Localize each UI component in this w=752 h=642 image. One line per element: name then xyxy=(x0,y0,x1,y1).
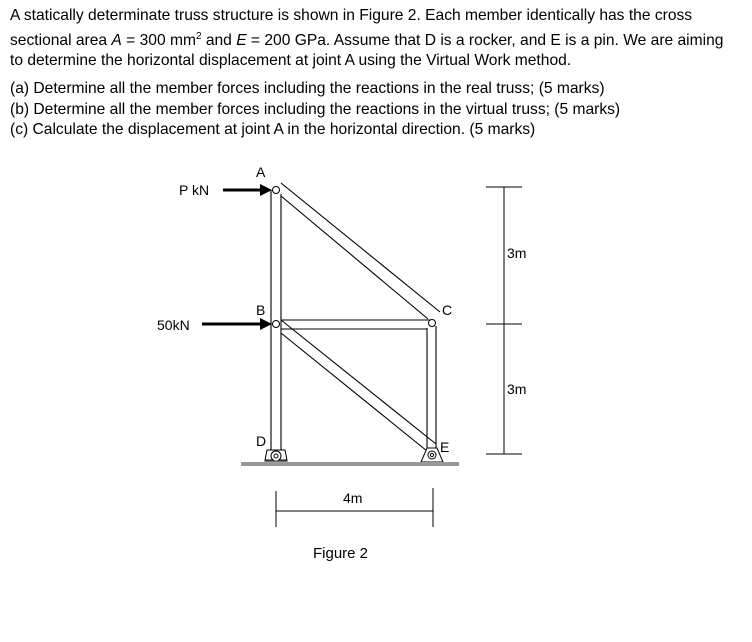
text-span: sectional area xyxy=(10,31,112,49)
joint-a-hinge xyxy=(273,187,280,194)
load-label-top: P kN xyxy=(179,182,210,198)
dimension-label-upper: 3m xyxy=(507,245,527,261)
figure-caption: Figure 2 xyxy=(313,545,369,562)
variable-area: A xyxy=(111,31,122,49)
member-ac xyxy=(281,183,440,319)
load-label-mid: 50kN xyxy=(157,317,190,333)
joint-label-e: E xyxy=(440,439,450,455)
superscript: 2 xyxy=(195,30,202,42)
joint-label-b: B xyxy=(256,302,266,318)
text-span: = 200 GPa. Assume that D is a rocker, and E is a pin. We are aiming xyxy=(246,31,724,49)
load-arrow-top xyxy=(223,184,272,196)
text-span: and xyxy=(201,31,237,49)
dimension-label-lower: 3m xyxy=(507,381,527,397)
vertical-dimension xyxy=(486,187,522,454)
load-arrow-mid xyxy=(202,318,272,330)
text-span: = 300 mm xyxy=(121,31,196,49)
joint-label-d: D xyxy=(256,433,267,449)
member-be xyxy=(281,320,436,451)
question-part-b: (b) Determine all the member forces including the reactions in the virtual truss; (5 marks) xyxy=(10,100,621,118)
joint-label-c: C xyxy=(442,302,453,318)
problem-line-3: to determine the horizontal displacement at joint A using the Virtual Work method. xyxy=(10,52,572,70)
question-part-a: (a) Determine all the member forces including the reactions in the real truss; (5 marks) xyxy=(10,80,605,97)
joint-b-hinge xyxy=(273,321,280,328)
question-part-c: (c) Calculate the displacement at joint A in the horizontal direction. (5 marks) xyxy=(10,121,536,138)
dimension-label-horizontal: 4m xyxy=(343,490,363,506)
joint-label-a: A xyxy=(256,164,266,180)
ground-line xyxy=(241,462,459,466)
joint-c-hinge xyxy=(429,320,436,327)
truss-members xyxy=(271,183,440,451)
member-bc xyxy=(281,320,432,329)
problem-line-1: A statically determinate truss structure is shown in Figure 2. Each member identically has the cross xyxy=(10,7,693,24)
variable-modulus: E xyxy=(236,31,247,49)
member-ce xyxy=(427,326,436,450)
